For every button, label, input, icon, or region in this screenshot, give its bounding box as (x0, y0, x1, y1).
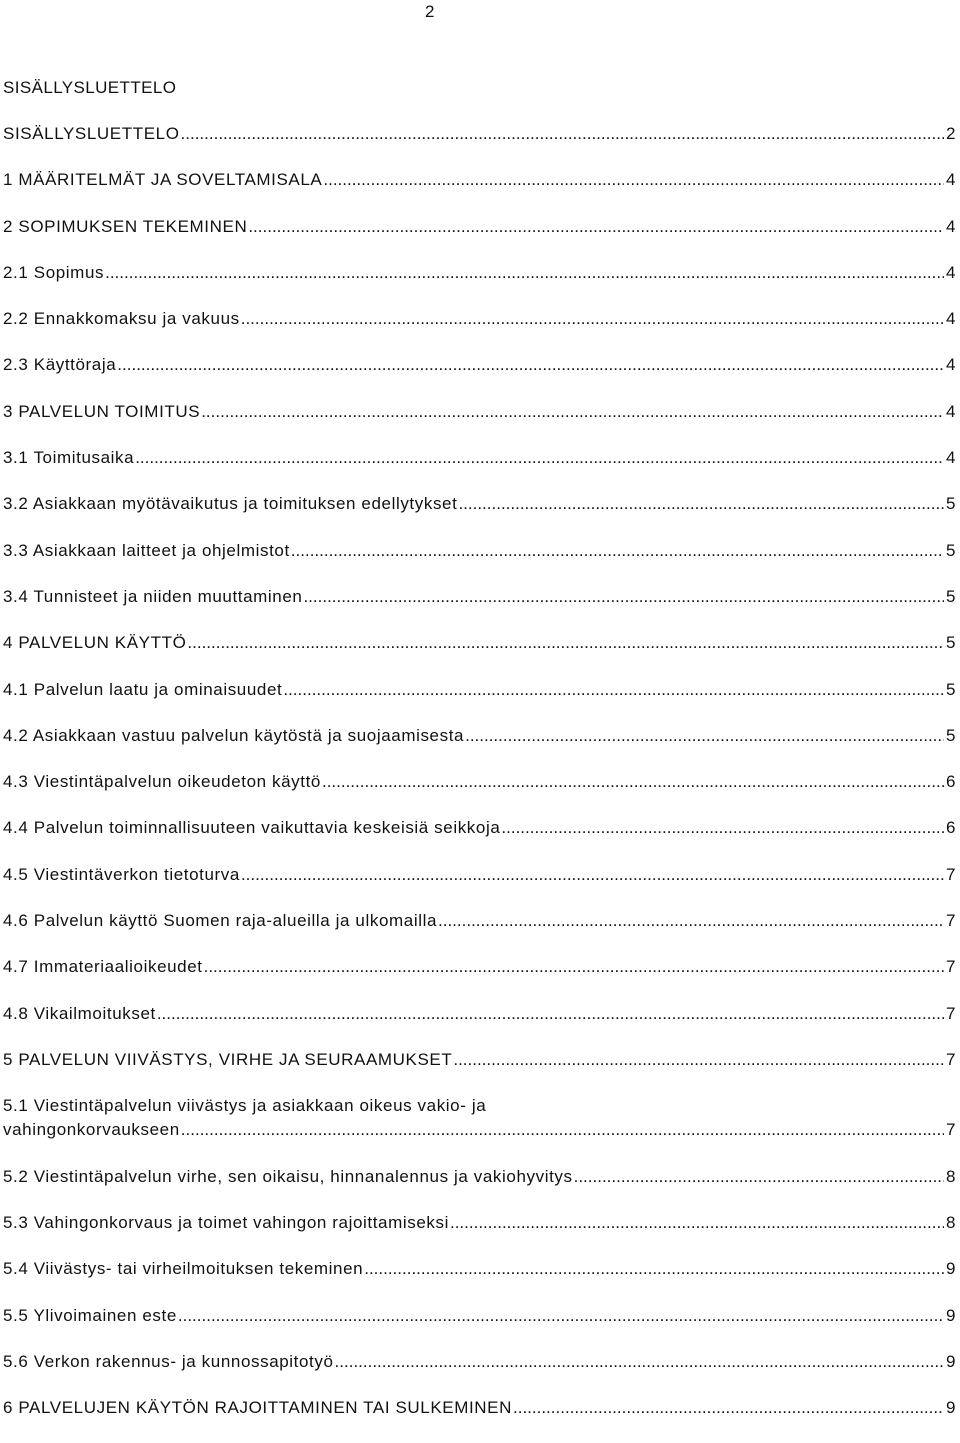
toc-entry-title: 4.5 Viestintäverkon tietoturva (3, 864, 240, 884)
toc-entry[interactable] (3, 909, 956, 955)
toc-entry[interactable] (3, 215, 956, 261)
dot-leader (501, 816, 944, 840)
toc-entry[interactable] (3, 353, 956, 399)
dot-leader (105, 261, 944, 285)
toc-entry[interactable] (3, 122, 956, 168)
toc-entry-page: 8 (945, 1213, 956, 1233)
toc-entry-page: 9 (945, 1398, 956, 1418)
toc-entry[interactable] (3, 1094, 956, 1165)
toc-entry-title: 3.3 Asiakkaan laitteet ja ohjelmistot (3, 540, 290, 560)
dot-leader (181, 1118, 944, 1142)
dot-leader (465, 724, 944, 748)
toc-entry[interactable] (3, 724, 956, 770)
toc-entry-page: 7 (945, 1120, 956, 1140)
toc-entry-page: 5 (945, 725, 956, 745)
toc-entry-page: 4 (945, 216, 956, 236)
toc-entry-page: 7 (945, 957, 956, 977)
toc-entry[interactable] (3, 631, 956, 677)
dot-leader (187, 631, 944, 655)
toc-entry-title: 2.2 Ennakkomaksu ja vakuus (3, 309, 240, 329)
toc-entry-page: 5 (945, 679, 956, 699)
toc-entry-page: 2 (945, 124, 956, 143)
toc-entry-page: 4 (945, 355, 956, 375)
toc-entry-title: 3 PALVELUN TOIMITUS (3, 401, 201, 421)
dot-leader (241, 863, 944, 887)
toc-entry[interactable] (3, 1211, 956, 1257)
dot-leader (323, 168, 944, 192)
toc-entry-page: 5 (945, 633, 956, 653)
toc-entry-page: 4 (945, 262, 956, 282)
toc-entry-title: 4.1 Palvelun laatu ja ominaisuudet (3, 679, 283, 699)
toc-entry[interactable] (3, 1396, 956, 1442)
dot-leader (438, 909, 944, 933)
dot-leader (453, 1048, 944, 1072)
toc-entry[interactable] (3, 307, 956, 353)
toc-entry-title: 4.8 Vikailmoitukset (3, 1003, 156, 1023)
toc-entry-page: 5 (945, 494, 956, 514)
toc-entry-title: 2.1 Sopimus (3, 262, 105, 282)
toc-entry-title: 3.4 Tunnisteet ja niiden muuttaminen (3, 586, 303, 606)
dot-leader (322, 770, 944, 794)
dot-leader (248, 215, 944, 239)
toc-entry-title: 4.6 Palvelun käyttö Suomen raja-alueilla ja ulkomailla (3, 911, 438, 931)
dot-leader (181, 122, 944, 146)
toc-entry[interactable] (3, 863, 956, 909)
toc-entry-page: 9 (945, 1351, 956, 1371)
toc-entry-page: 4 (945, 401, 956, 421)
toc-entry[interactable] (3, 816, 956, 862)
toc-entry-page: 6 (945, 772, 956, 792)
dot-leader (291, 539, 944, 563)
toc-entry-title: 3.2 Asiakkaan myötävaikutus ja toimituksen edellytykset (3, 494, 458, 514)
toc-entry-title: 1 MÄÄRITELMÄT JA SOVELTAMISALA (3, 170, 323, 190)
dot-leader (117, 353, 944, 377)
toc-entry-title: 5.2 Viestintäpalvelun virhe, sen oikaisu, hinnanalennus ja vakiohyvitys (3, 1166, 573, 1186)
page-number: 2 (425, 2, 435, 21)
toc-entry[interactable] (3, 446, 956, 492)
dot-leader (364, 1257, 944, 1281)
toc-entry-page: 4 (945, 309, 956, 329)
toc-entry[interactable] (3, 261, 956, 307)
toc-entry[interactable] (3, 1350, 956, 1396)
toc-entry-title: 4.3 Viestintäpalvelun oikeudeton käyttö (3, 772, 321, 792)
toc-entry-page: 6 (945, 818, 956, 838)
dot-leader (513, 1396, 944, 1420)
toc-entry-page: 4 (945, 170, 956, 190)
toc-entry-title: 5.5 Ylivoimainen este (3, 1305, 177, 1325)
toc-entry-page: 5 (945, 586, 956, 606)
dot-leader (157, 1002, 944, 1026)
toc-entry-title: 2 SOPIMUKSEN TEKEMINEN (3, 216, 248, 236)
table-of-contents (3, 122, 956, 1443)
toc-entry[interactable] (3, 585, 956, 631)
toc-entry-title: 4.2 Asiakkaan vastuu palvelun käytöstä ja suojaamisesta (3, 725, 465, 745)
toc-entry-title: 2.3 Käyttöraja (3, 355, 117, 375)
dot-leader (450, 1211, 944, 1235)
toc-entry[interactable] (3, 1165, 956, 1211)
toc-entry-page: 8 (945, 1166, 956, 1186)
toc-entry[interactable] (3, 400, 956, 446)
dot-leader (241, 307, 944, 331)
toc-entry-page: 9 (945, 1305, 956, 1325)
toc-entry[interactable] (3, 770, 956, 816)
toc-heading: SISÄLLYSLUETTELO (3, 78, 177, 97)
toc-entry[interactable] (3, 955, 956, 1001)
toc-entry-title: 5.3 Vahingonkorvaus ja toimet vahingon rajoittamiseksi (3, 1213, 449, 1233)
dot-leader (458, 492, 944, 516)
toc-entry-title-line2: vahingonkorvaukseen (3, 1120, 180, 1140)
toc-entry[interactable] (3, 1048, 956, 1094)
toc-entry-title: 5.6 Verkon rakennus- ja kunnossapitotyö (3, 1351, 334, 1371)
dot-leader (204, 955, 944, 979)
toc-entry[interactable] (3, 678, 956, 724)
dot-leader (283, 678, 944, 702)
toc-entry[interactable] (3, 168, 956, 214)
toc-entry-title: 4 PALVELUN KÄYTTÖ (3, 633, 187, 653)
dot-leader (335, 1350, 944, 1374)
toc-entry-page: 7 (945, 1049, 956, 1069)
dot-leader (303, 585, 943, 609)
toc-entry-title: 4.4 Palvelun toiminnallisuuteen vaikuttavia keskeisiä seikkoja (3, 818, 501, 838)
toc-entry-title: 6 PALVELUJEN KÄYTÖN RAJOITTAMINEN TAI SULKEMINEN (3, 1398, 512, 1418)
toc-entry-page: 9 (945, 1259, 956, 1279)
toc-entry-page: 7 (945, 1003, 956, 1023)
toc-entry-page: 5 (945, 540, 956, 560)
dot-leader (201, 400, 944, 424)
dot-leader (178, 1304, 944, 1328)
toc-entry[interactable] (3, 1002, 956, 1048)
toc-entry[interactable] (3, 539, 956, 585)
toc-entry[interactable] (3, 492, 956, 538)
dot-leader (135, 446, 944, 470)
toc-entry[interactable] (3, 1304, 956, 1350)
toc-entry-title-line1: 5.1 Viestintäpalvelun viivästys ja asiakkaan oikeus vakio- ja (3, 1096, 487, 1116)
toc-entry-title: 5.4 Viivästys- tai virheilmoituksen tekeminen (3, 1259, 364, 1279)
toc-entry-page: 4 (945, 448, 956, 468)
toc-entry-page: 7 (945, 864, 956, 884)
toc-entry-title: 3.1 Toimitusaika (3, 448, 135, 468)
dot-leader (574, 1165, 944, 1189)
toc-entry[interactable] (3, 1257, 956, 1303)
toc-entry-page: 7 (945, 911, 956, 931)
toc-entry-title: SISÄLLYSLUETTELO (3, 124, 180, 143)
toc-entry-title: 4.7 Immateriaalioikeudet (3, 957, 203, 977)
toc-entry-title: 5 PALVELUN VIIVÄSTYS, VIRHE JA SEURAAMUKSET (3, 1049, 453, 1069)
